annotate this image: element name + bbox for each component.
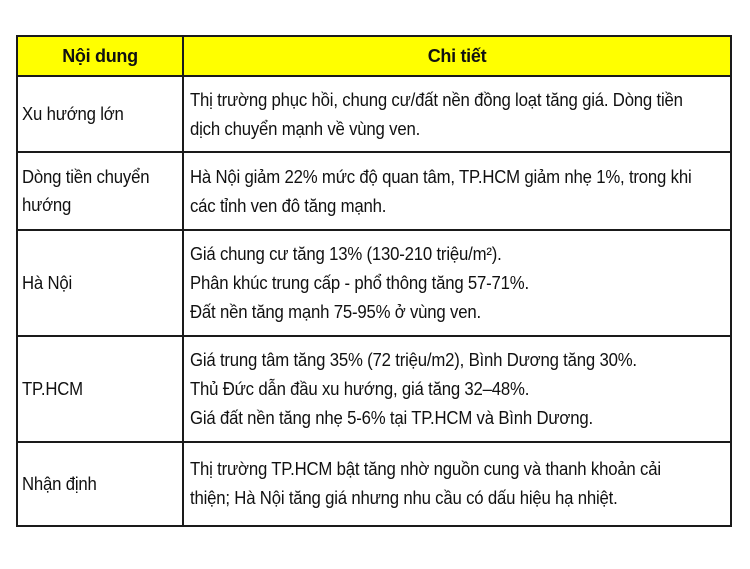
detail-line: Hà Nội giảm 22% mức độ quan tâm, TP.HCM giảm nhẹ 1%, trong khi — [190, 166, 692, 187]
row-label: Xu hướng lớn — [22, 104, 124, 124]
row-label-cell — [18, 231, 184, 335]
detail-line: Đất nền tăng mạnh 75-95% ở vùng ven. — [190, 301, 481, 322]
header-detail-cell — [184, 37, 730, 75]
header-detail-label: Chi tiết — [427, 45, 487, 66]
detail-line: dịch chuyển mạnh về vùng ven. — [190, 118, 421, 139]
market-summary-table — [16, 35, 732, 527]
table-row — [18, 75, 730, 151]
row-label-cell — [18, 77, 184, 151]
detail-line: Giá trung tâm tăng 35% (72 triệu/m2), Bình Dương tăng 30%. — [190, 349, 637, 370]
row-label: Nhận định — [22, 474, 97, 494]
row-detail-cell — [184, 231, 730, 335]
detail-line: Giá đất nền tăng nhẹ 5-6% tại TP.HCM và Bình Dương. — [190, 407, 593, 428]
row-label-cell — [18, 337, 184, 441]
detail-line: Thị trường TP.HCM bật tăng nhờ nguồn cung và thanh khoản cải — [190, 459, 661, 479]
detail-line: Phân khúc trung cấp - phổ thông tăng 57-71%. — [190, 272, 529, 293]
detail-line: Thị trường phục hồi, chung cư/đất nền đồng loạt tăng giá. Dòng tiền — [190, 89, 683, 110]
table-row — [18, 229, 730, 335]
row-detail-cell — [184, 153, 735, 229]
detail-line: Giá chung cư tăng 13% (130-210 triệu/m²). — [190, 243, 502, 264]
table-row — [18, 151, 730, 229]
detail-line: thiện; Hà Nội tăng giá nhưng nhu cầu có dấu hiệu hạ nhiệt. — [190, 488, 618, 508]
row-detail-cell — [184, 77, 730, 151]
header-content-label: Nội dung — [62, 45, 138, 66]
row-detail-cell — [184, 443, 730, 525]
detail-line: các tỉnh ven đô tăng mạnh. — [190, 195, 387, 216]
table-header-row — [18, 37, 730, 75]
table-row — [18, 441, 730, 525]
row-detail-cell — [184, 337, 730, 441]
detail-line: Thủ Đức dẫn đầu xu hướng, giá tăng 32–48%. — [190, 378, 530, 399]
header-content-cell — [18, 37, 184, 75]
table-row — [18, 335, 730, 441]
row-label: TP.HCM — [22, 379, 83, 399]
row-label-cell — [18, 153, 184, 229]
row-label: Dòng tiền chuyển hướng — [22, 167, 150, 215]
row-label-cell — [18, 443, 184, 525]
row-label: Hà Nội — [22, 273, 73, 293]
